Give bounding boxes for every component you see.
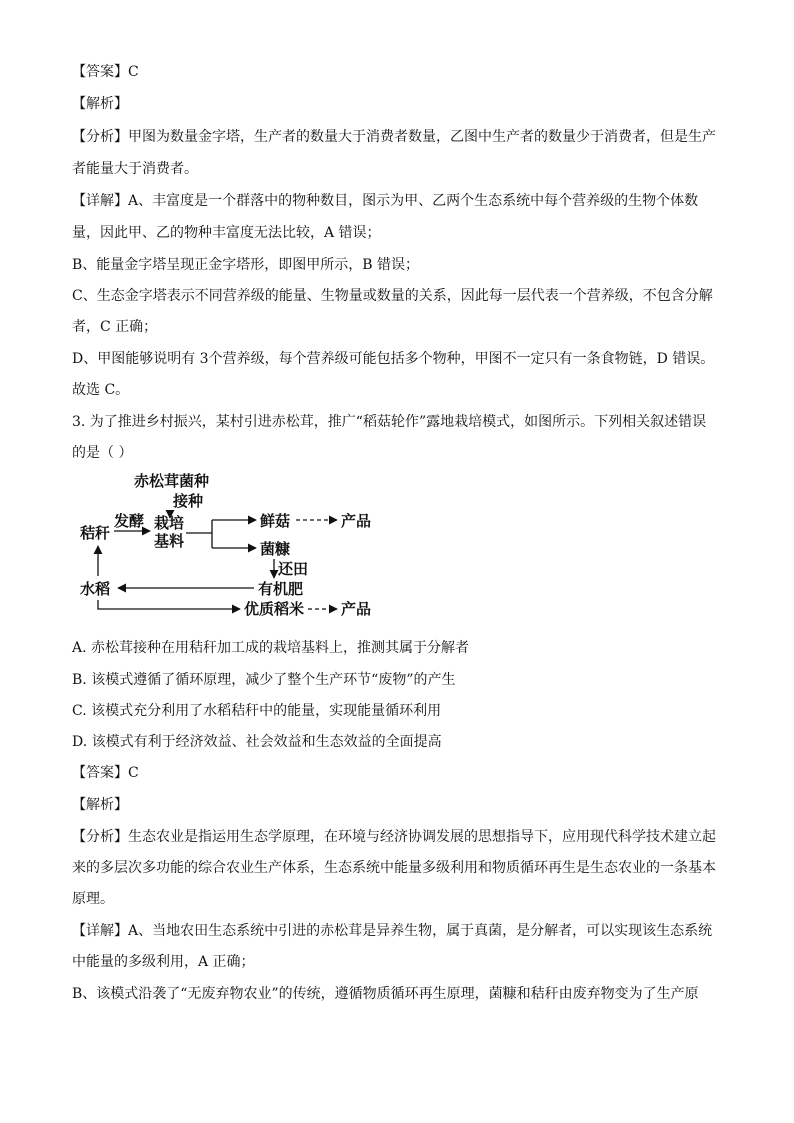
return-to-field-label: 还田 <box>278 560 309 578</box>
flow-diagram-svg <box>72 468 392 618</box>
detail-text-q3: 【详解】A、当地农田生态系统中引进的赤松茸是异养生物，属于真菌，是分解者，可以实现该生态系统 <box>72 923 713 939</box>
analysis-text-q3: 来的多层次多功能的综合农业生产体系，生态系统中能量多级利用和物质循环再生是生态农业的一条基本 <box>72 860 716 876</box>
detail-text-q2: B、能量金字塔呈现正金字塔形，即图甲所示，B 错误； <box>72 257 420 273</box>
detail-text-q2: 【详解】A、丰富度是一个群落中的物种数目，图示为甲、乙两个生态系统中每个营养级的生物个体数 <box>72 193 699 209</box>
option-c: C. 该模式充分利用了水稻秸秆中的能量，实现能量循环利用 <box>72 703 442 719</box>
analysis-text-q3: 【分析】生态农业是指运用生态学原理，在环境与经济协调发展的思想指导下，应用现代科学技术建立起 <box>72 829 716 845</box>
rice-to-grain-line <box>98 600 240 609</box>
option-b: B. 该模式遵循了循环原理，减少了整个生产环节“废物”的产生 <box>72 672 456 688</box>
question-stem-q3: 3. 为了推进乡村振兴，某村引进赤松茸，推广“稻菇轮作”露地栽培模式，如图所示。下列相关叙述错误 <box>72 414 707 430</box>
question-stem-q3: 的是（ ） <box>72 445 133 461</box>
analysis-text-q2: 【分析】甲图为数量金字塔，生产者的数量大于消费者数量，乙图中生产者的数量少于消费者，但是生产 <box>72 129 716 145</box>
fermentation-label: 发酵 <box>114 512 145 530</box>
quality-rice-label: 优质稻米 <box>244 600 305 618</box>
analysis-text-q2: 者能量大于消费者。 <box>72 161 198 177</box>
answer-q3: 【答案】C <box>72 765 139 781</box>
detail-text-q3: B、该模式沿袭了“无废弃物农业”的传统，遵循物质循环再生原理，菌糠和秸秆由废弃物变为了生产原 <box>72 986 699 1002</box>
straw-label: 秸秆 <box>80 524 111 542</box>
mushroom-bran-label: 菌糠 <box>260 540 291 558</box>
detail-text-q2: 者，C 正确； <box>72 319 158 335</box>
rice-mushroom-rotation-diagram <box>72 468 392 618</box>
option-a: A. 赤松茸接种在用秸秆加工成的栽培基料上，推测其属于分解者 <box>72 640 470 656</box>
organic-fertilizer-label: 有机肥 <box>258 580 304 598</box>
detail-text-q2: D、甲图能够说明有 3个营养级，每个营养级可能包括多个物种，甲图不一定只有一条食物链，D 错误。 <box>72 351 715 367</box>
answer-q2: 【答案】C <box>72 64 139 80</box>
analysis-text-q3: 原理。 <box>72 891 114 907</box>
inoculum-label: 赤松茸菌种 <box>134 472 210 490</box>
substrate-label: 栽培 <box>154 514 185 532</box>
rice-plant-label: 水稻 <box>80 580 111 598</box>
product-label: 产品 <box>341 512 372 530</box>
detail-text-q3: 中能量的多级利用，A 正确； <box>72 954 255 970</box>
substrate-label: 基料 <box>154 532 185 550</box>
detail-text-q2: 故选 C。 <box>72 382 130 398</box>
inoculation-label: 接种 <box>173 492 204 510</box>
option-d: D. 该模式有利于经济效益、社会效益和生态效益的全面提高 <box>72 734 442 750</box>
analysis-heading-q2: 【解析】 <box>72 96 128 112</box>
fresh-mushroom-label: 鲜菇 <box>260 512 291 530</box>
detail-text-q2: C、生态金字塔表示不同营养级的能量、生物量或数量的关系，因此每一层代表一个营养级，不包含分解 <box>72 288 713 304</box>
analysis-heading-q3: 【解析】 <box>72 797 128 813</box>
detail-text-q2: 量，因此甲、乙的物种丰富度无法比较，A 错误； <box>72 225 381 241</box>
product-label: 产品 <box>341 600 372 618</box>
